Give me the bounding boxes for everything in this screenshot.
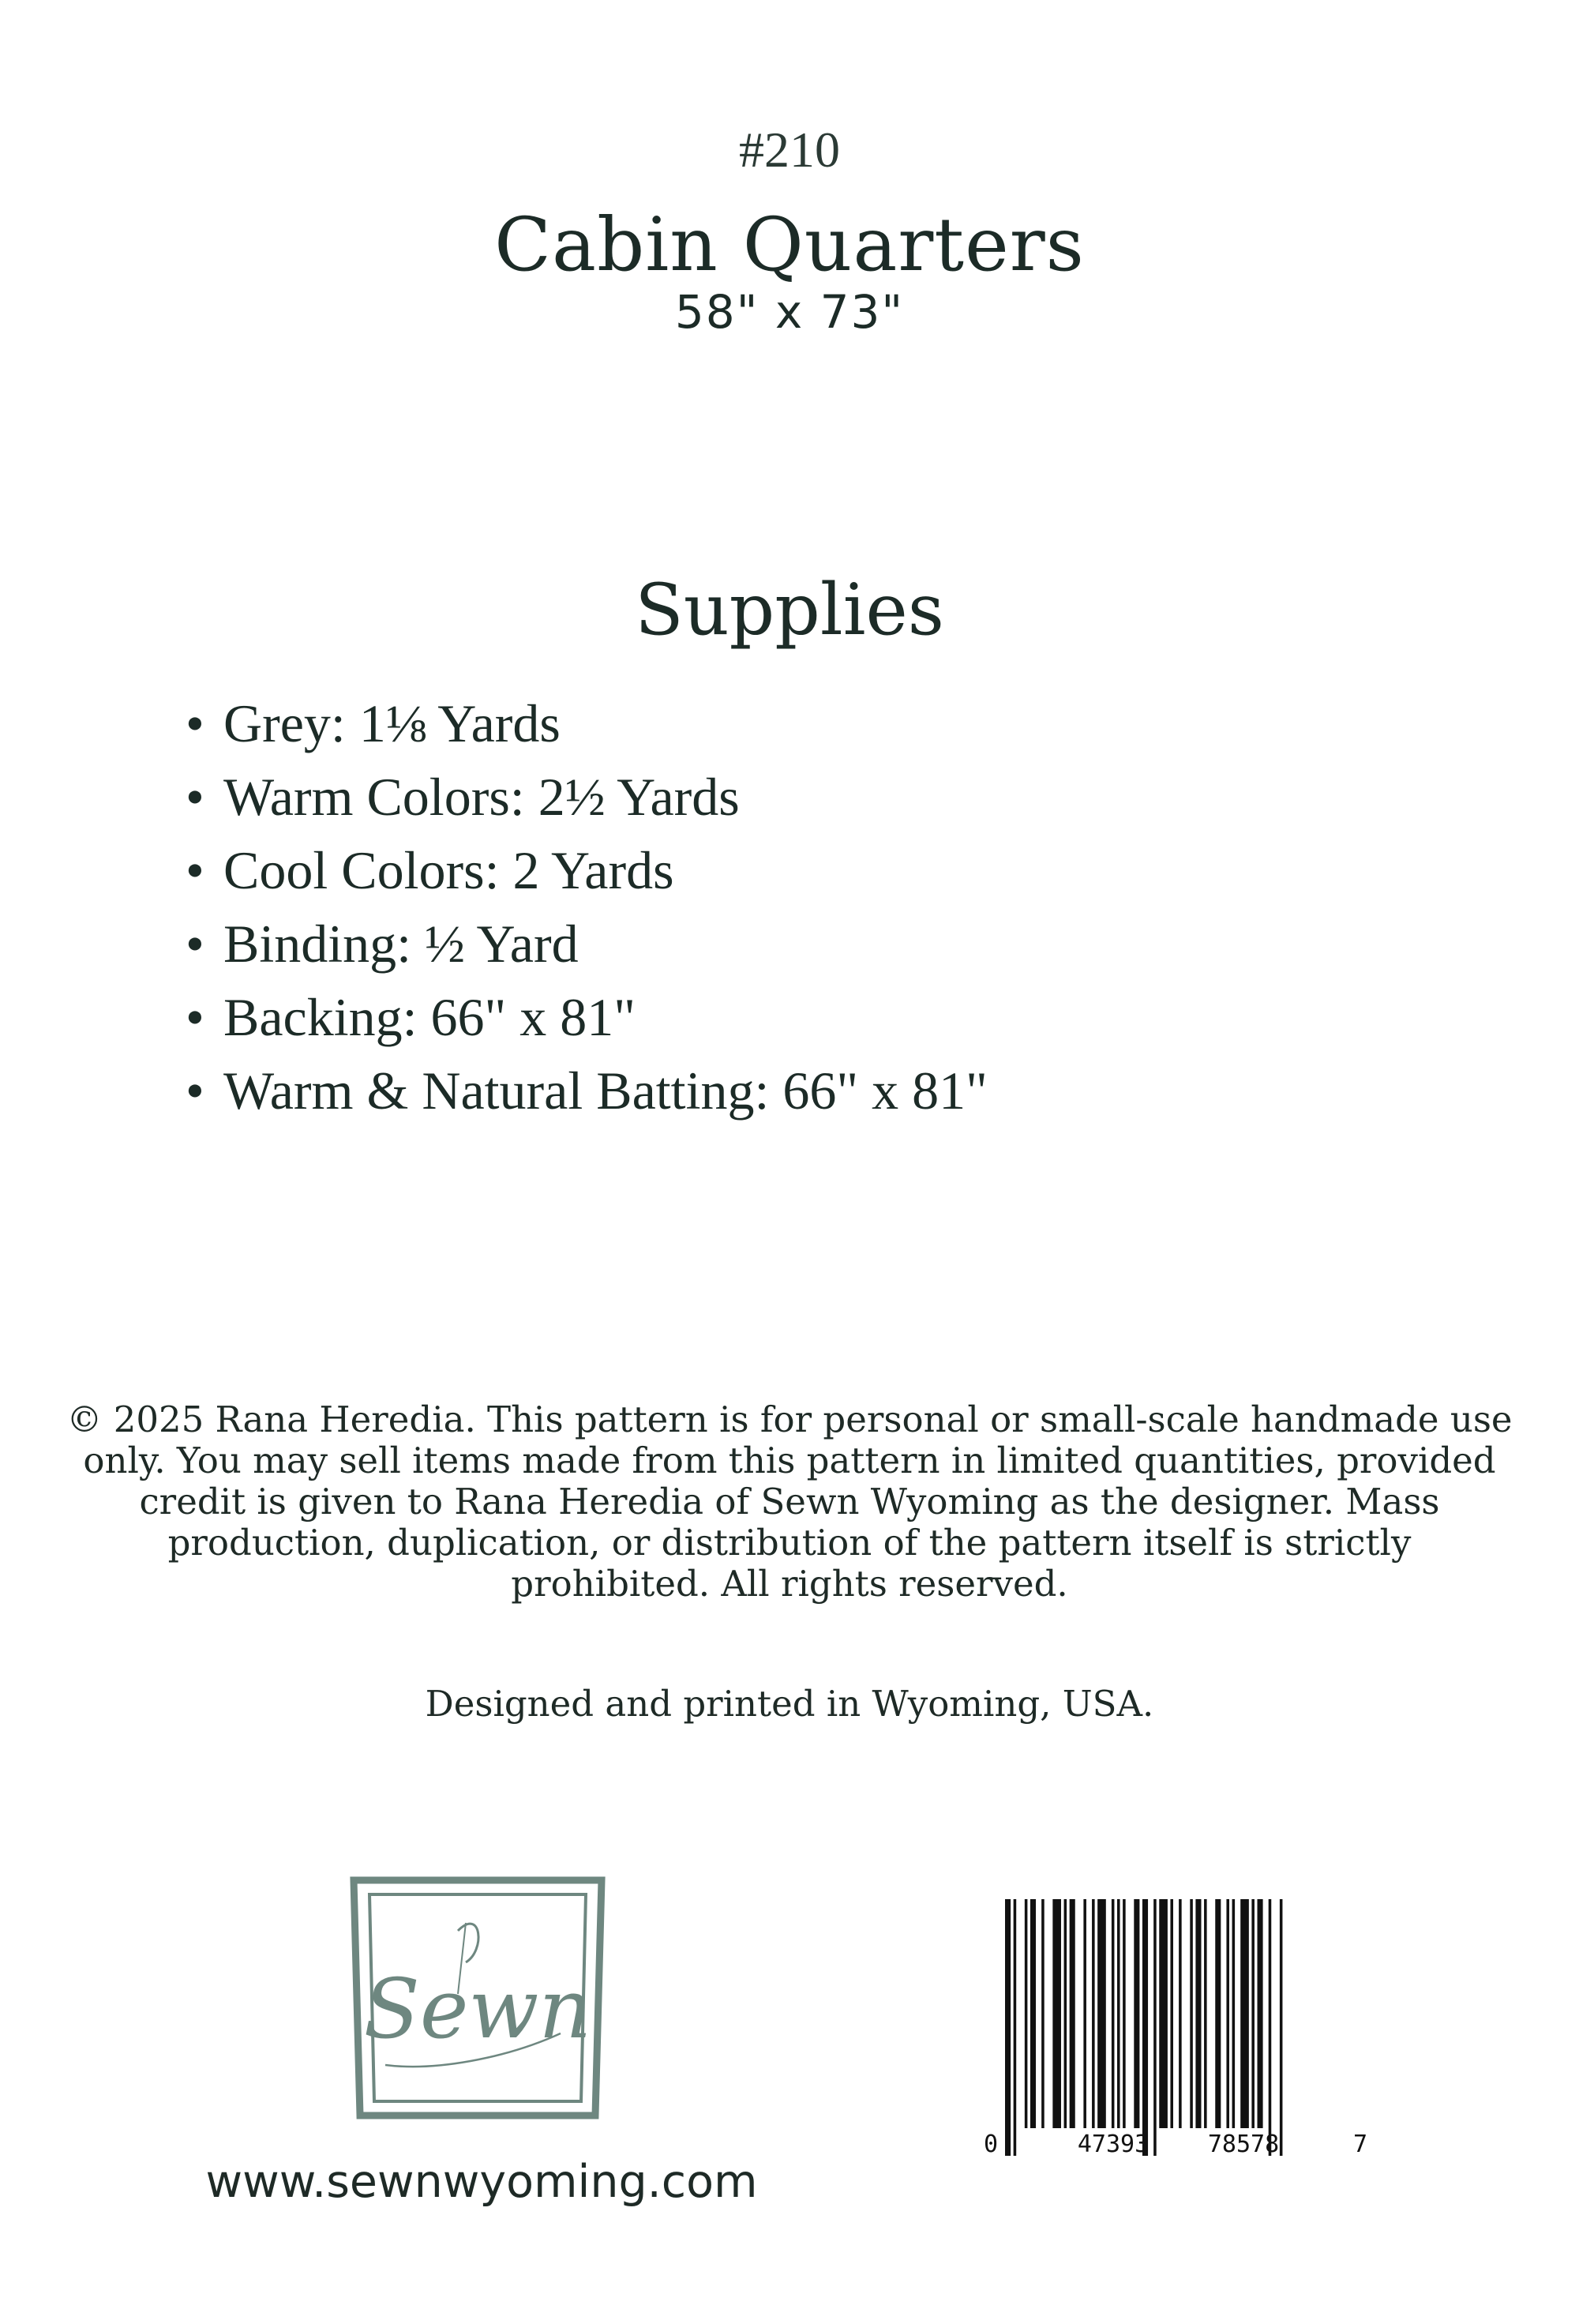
barcode-bar bbox=[1070, 1899, 1075, 2128]
list-item bbox=[186, 687, 988, 760]
supply-item-cool-colors: Cool Colors: 2 Yards bbox=[223, 840, 674, 900]
supply-item-binding: Binding: ½ Yard bbox=[223, 914, 579, 974]
bullet-icon: • bbox=[186, 840, 204, 900]
barcode-bars bbox=[1005, 1899, 1282, 2156]
barcode-bar bbox=[1240, 1899, 1249, 2128]
barcode-bar bbox=[1170, 1899, 1173, 2128]
barcode-digit-lead: 0 bbox=[983, 2131, 999, 2158]
bullet-icon: • bbox=[186, 987, 204, 1047]
barcode-bar bbox=[1226, 1899, 1229, 2128]
barcode-bar bbox=[1030, 1899, 1036, 2128]
barcode-bar bbox=[1005, 1899, 1011, 2156]
barcode-bar bbox=[1083, 1899, 1086, 2128]
list-item bbox=[186, 834, 988, 907]
barcode-bar bbox=[1195, 1899, 1201, 2128]
supply-item-grey: Grey: 1⅛ Yards bbox=[223, 693, 561, 753]
bullet-icon: • bbox=[186, 1061, 204, 1121]
barcode-digits-left: 47393 bbox=[1077, 2131, 1150, 2158]
barcode bbox=[983, 1899, 1378, 2160]
pattern-number: #210 bbox=[739, 122, 840, 178]
barcode-bar bbox=[1215, 1899, 1221, 2128]
supply-item-warm-colors: Warm Colors: 2½ Yards bbox=[223, 767, 740, 827]
barcode-bar bbox=[1190, 1899, 1193, 2128]
copyright-notice: © 2025 Rana Heredia. This pattern is for personal or small-scale handmade use only. You may sell items made from this pattern in limited quantities, provided credit is given to Rana Heredia of Sewn Wyoming as the designer. Mass production, duplication, or distribution of the pattern itself is strictly prohibited. All rights reserved. bbox=[66, 1399, 1513, 1605]
supplies-list bbox=[186, 687, 988, 1128]
barcode-bar bbox=[1134, 1899, 1139, 2128]
barcode-bar bbox=[1280, 1899, 1283, 2156]
supplies-heading: Supplies bbox=[635, 569, 944, 651]
barcode-bar bbox=[1269, 1899, 1272, 2156]
barcode-bar bbox=[1041, 1899, 1045, 2128]
bullet-icon: • bbox=[186, 693, 204, 753]
list-item bbox=[186, 760, 988, 834]
bullet-icon: • bbox=[186, 767, 204, 827]
list-item bbox=[186, 981, 988, 1054]
barcode-bar bbox=[1232, 1899, 1236, 2128]
list-item bbox=[186, 1054, 988, 1128]
barcode-bar bbox=[1153, 1899, 1157, 2156]
barcode-bar bbox=[1092, 1899, 1095, 2128]
barcode-bar bbox=[1052, 1899, 1061, 2128]
barcode-bar bbox=[1117, 1899, 1120, 2128]
barcode-bar bbox=[1204, 1899, 1207, 2128]
bullet-icon: • bbox=[186, 914, 204, 974]
barcode-bar bbox=[1179, 1899, 1182, 2128]
supply-item-backing: Backing: 66" x 81" bbox=[223, 987, 636, 1047]
supply-item-batting: Warm & Natural Batting: 66" x 81" bbox=[223, 1061, 988, 1121]
sewn-logo bbox=[347, 1875, 608, 2120]
barcode-bar bbox=[1112, 1899, 1115, 2128]
website-url: www.sewnwyoming.com bbox=[205, 2156, 758, 2208]
finished-size: 58" x 73" bbox=[674, 285, 905, 339]
barcode-bar bbox=[1025, 1899, 1028, 2128]
barcode-digit-check: 7 bbox=[1352, 2131, 1368, 2158]
barcode-bar bbox=[1159, 1899, 1168, 2128]
barcode-bar bbox=[1064, 1899, 1067, 2128]
barcode-bar bbox=[1251, 1899, 1255, 2128]
made-in-statement: Designed and printed in Wyoming, USA. bbox=[425, 1683, 1154, 1725]
barcode-bar bbox=[1258, 1899, 1263, 2128]
barcode-bar bbox=[1123, 1899, 1126, 2128]
barcode-bar bbox=[1142, 1899, 1148, 2156]
barcode-bar bbox=[1097, 1899, 1106, 2128]
pattern-title: Cabin Quarters bbox=[494, 202, 1085, 288]
barcode-digits-right: 78578 bbox=[1207, 2131, 1280, 2158]
barcode-bar bbox=[1014, 1899, 1017, 2156]
list-item bbox=[186, 907, 988, 981]
logo-wordmark: Sewn bbox=[363, 1961, 592, 2057]
